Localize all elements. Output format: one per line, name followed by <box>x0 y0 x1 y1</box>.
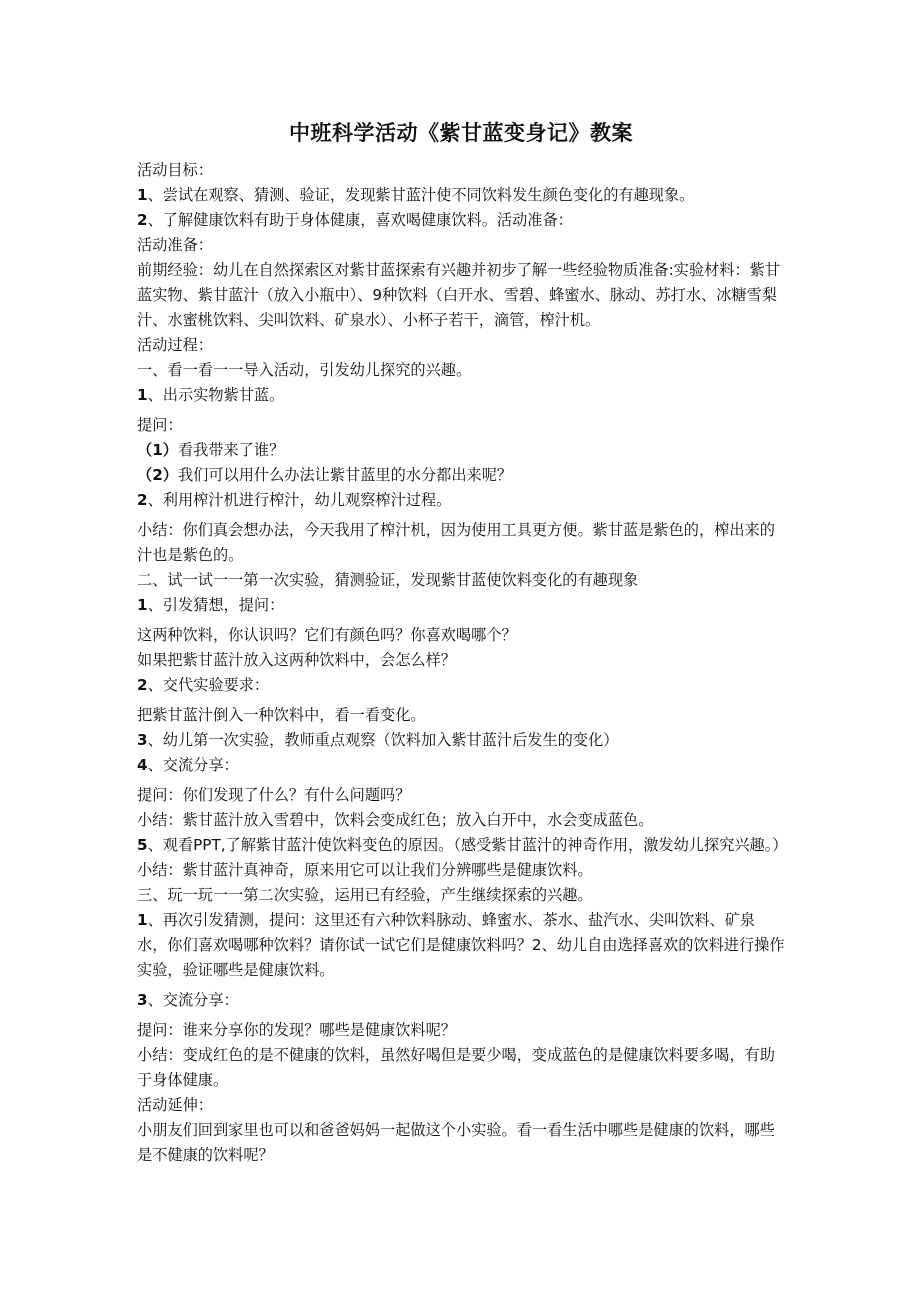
paragraph-text: 、出示实物紫甘蓝。 <box>147 386 285 404</box>
paragraph-number: 3 <box>137 991 148 1009</box>
paragraph <box>137 1018 785 1043</box>
paragraph-number: （1） <box>137 441 178 459</box>
paragraph <box>137 1118 785 1168</box>
paragraph-text: 、幼儿第一次实验，教师重点观察（饮料加入紫甘蓝汁后发生的变化） <box>147 731 619 749</box>
paragraph <box>137 208 785 233</box>
paragraph-text: 把紫甘蓝汁倒入一种饮料中，看一看变化。 <box>137 706 426 724</box>
paragraph-number: 2 <box>137 491 148 509</box>
paragraph-text: 活动延伸： <box>137 1096 213 1114</box>
paragraph-number: 1 <box>137 596 148 614</box>
paragraph <box>137 358 785 383</box>
paragraph <box>137 753 785 778</box>
document-title: 中班科学活动《紫甘蓝变身记》教案 <box>289 121 633 145</box>
paragraph <box>137 488 785 513</box>
paragraph-text: 、再次引发猜测，提问：这里还有六种饮料脉动、蜂蜜水、茶水、盐汽水、尖叫饮料、矿泉水，你们喜欢喝哪种饮料？请你试一试它们是健康饮料吗？2、幼儿自由选择喜欢的饮料进行操作实验，验证哪些是健康饮料。 <box>137 911 785 979</box>
paragraph <box>137 258 785 333</box>
paragraph-text: 提问： <box>137 416 183 434</box>
paragraph <box>137 728 785 753</box>
paragraph <box>137 233 785 258</box>
paragraph <box>137 463 785 488</box>
paragraph-text: 三、玩一玩一一第二次实验，运用已有经验，产生继续探索的兴趣。 <box>137 886 593 904</box>
paragraph-text: 这两种饮料，你认识吗？它们有颜色吗？你喜欢喝哪个？ <box>137 626 517 644</box>
paragraph-text: 一、看一看一一导入活动，引发幼儿探究的兴趣。 <box>137 361 472 379</box>
paragraph <box>137 413 785 438</box>
paragraph-text: 活动准备： <box>137 236 213 254</box>
paragraph <box>137 703 785 728</box>
paragraph-text: 小朋友们回到家里也可以和爸爸妈妈一起做这个小实验。看一看生活中哪些是健康的饮料，哪些是不健康的饮料呢？ <box>137 1121 775 1164</box>
paragraph <box>137 908 785 983</box>
paragraph-number: 1 <box>137 186 148 204</box>
paragraph <box>137 158 785 183</box>
paragraph-number: （2） <box>137 466 178 484</box>
paragraph-text: 如果把紫甘蓝汁放入这两种饮料中，会怎么样？ <box>137 651 456 669</box>
paragraph <box>137 988 785 1013</box>
paragraph <box>137 673 785 698</box>
paragraph <box>137 808 785 833</box>
paragraph <box>137 438 785 463</box>
paragraph <box>137 568 785 593</box>
paragraph <box>137 883 785 908</box>
paragraph-text: 我们可以用什么办法让紫甘蓝里的水分都出来呢？ <box>177 466 513 484</box>
paragraph <box>137 593 785 618</box>
paragraph <box>137 623 785 648</box>
paragraph <box>137 783 785 808</box>
paragraph-number: 1 <box>137 386 148 404</box>
paragraph-number: 2 <box>137 676 148 694</box>
paragraph-text: 、交流分享： <box>147 756 239 774</box>
paragraph-text: 二、试一试一一第一次实验，猜测验证，发现紫甘蓝使饮料变化的有趣现象 <box>137 571 639 589</box>
paragraph-number: 3 <box>137 731 148 749</box>
paragraph-number: 4 <box>137 756 148 774</box>
paragraph <box>137 333 785 358</box>
paragraph-text: 、利用榨汁机进行榨汁，幼儿观察榨汁过程。 <box>147 491 452 509</box>
paragraph-text: 、观看PPT,了解紫甘蓝汁使饮料变色的原因。（感受紫甘蓝汁的神奇作用，激发幼儿探究兴趣。） <box>147 836 788 854</box>
paragraph-text: 活动目标： <box>137 161 213 179</box>
paragraph <box>137 518 785 568</box>
paragraph-text: 小结：你们真会想办法，今天我用了榨汁机，因为使用工具更方便。紫甘蓝是紫色的，榨出来的汁也是紫色的。 <box>137 521 775 564</box>
paragraph-number: 1 <box>137 911 148 929</box>
document-page <box>137 118 788 1168</box>
paragraph <box>137 183 785 208</box>
paragraph-number: 2 <box>137 211 148 229</box>
paragraph <box>137 833 788 858</box>
paragraph-text: 、引发猜想，提问： <box>147 596 285 614</box>
paragraph-text: 、交代实验要求： <box>147 676 270 694</box>
paragraph <box>137 1043 785 1093</box>
paragraph <box>137 1093 785 1118</box>
paragraph <box>137 648 785 673</box>
paragraph-text: 小结：变成红色的是不健康的饮料，虽然好喝但是要少喝，变成蓝色的是健康饮料要多喝，有助于身体健康。 <box>137 1046 775 1089</box>
paragraph-text: 、了解健康饮料有助于身体健康，喜欢喝健康饮料。活动准备： <box>147 211 573 229</box>
paragraph-text: 、交流分享： <box>147 991 239 1009</box>
paragraph-number: 5 <box>137 836 148 854</box>
paragraph-text: 前期经验：幼儿在自然探索区对紫甘蓝探索有兴趣并初步了解一些经验物质准备:实验材料：紫甘蓝实物、紫甘蓝汁（放入小瓶中）、9种饮料（白开水、雪碧、蜂蜜水、脉动、苏打水、冰糖雪梨汁、水蜜桃饮料、尖叫饮料、矿泉水）、小杯子若干，滴管，榨汁机。 <box>137 261 780 329</box>
paragraph-text: 小结：紫甘蓝汁放入雪碧中，饮料会变成红色；放入白开中，水会变成蓝色。 <box>137 811 654 829</box>
paragraph <box>137 383 785 408</box>
paragraph-text: 提问：谁来分享你的发现？哪些是健康饮料呢？ <box>137 1021 456 1039</box>
paragraph <box>137 858 785 883</box>
paragraph-text: 小结：紫甘蓝汁真神奇，原来用它可以让我们分辨哪些是健康饮料。 <box>137 861 593 879</box>
paragraph-text: 看我带来了谁？ <box>177 441 285 459</box>
paragraph-text: 提问：你们发现了什么？有什么问题吗？ <box>137 786 411 804</box>
paragraph-text: 、尝试在观察、猜测、验证，发现紫甘蓝汁使不同饮料发生颜色变化的有趣现象。 <box>147 186 695 204</box>
paragraph-text: 活动过程： <box>137 336 213 354</box>
